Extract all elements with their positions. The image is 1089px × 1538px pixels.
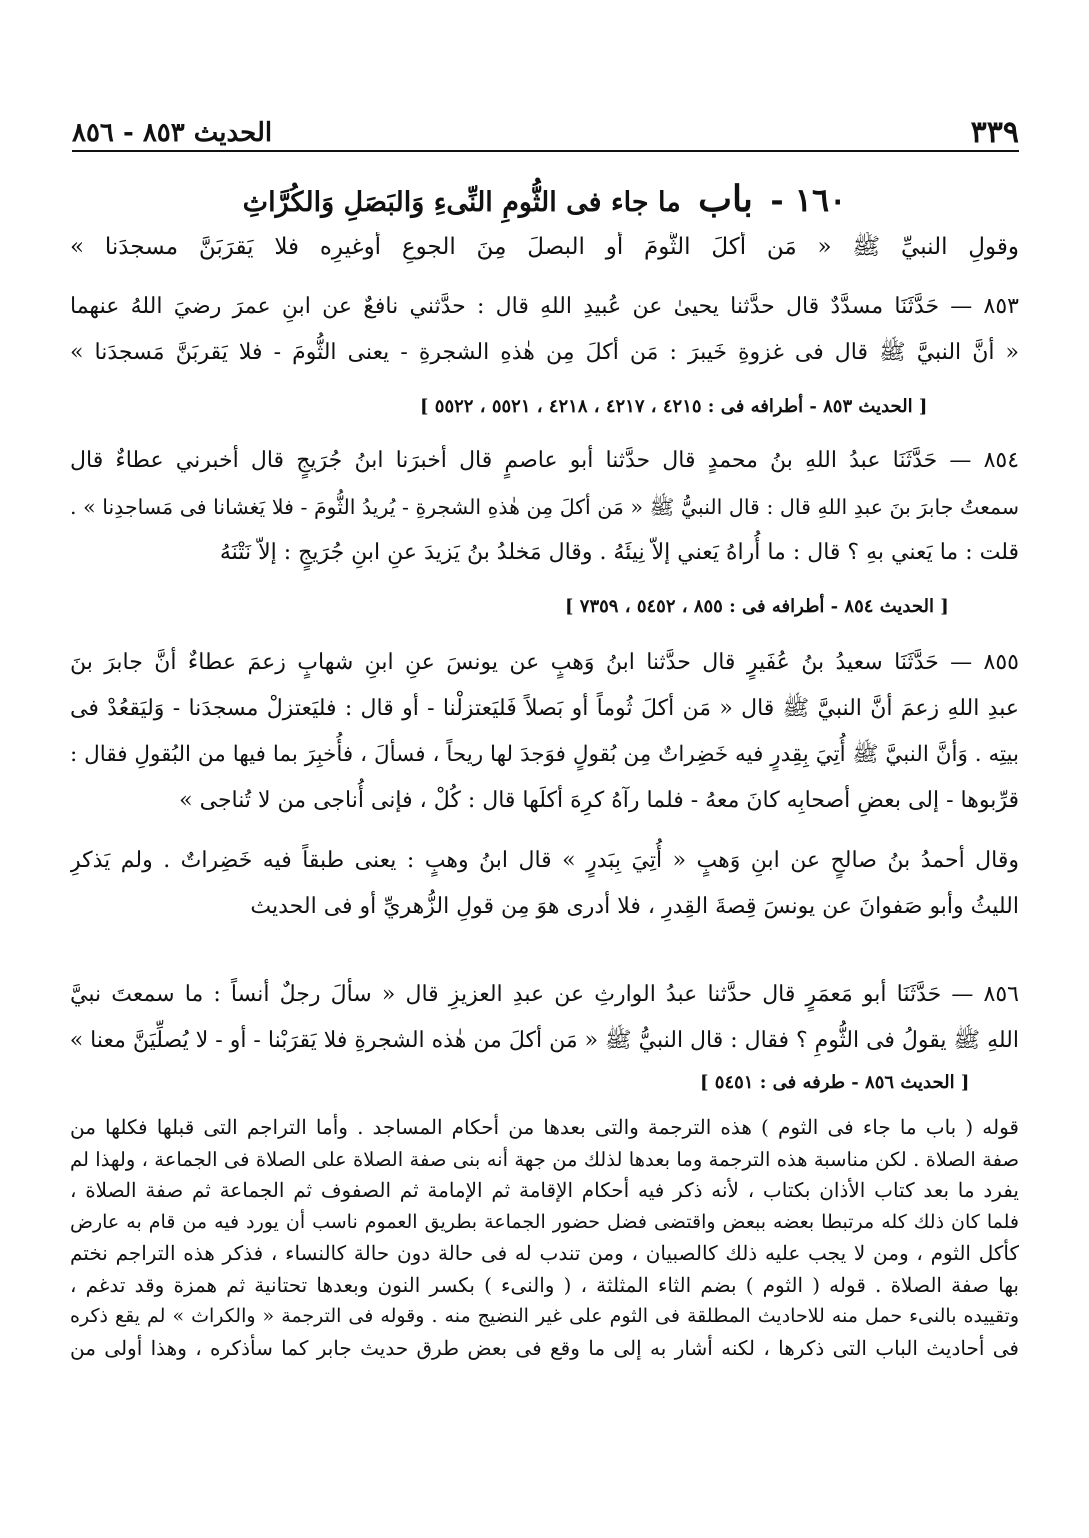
hadith-856 — [70, 972, 1019, 1064]
commentary-line: صفة الصلاة . لكن مناسبة هذه الترجمة وما بعدها لذلك من جهة أنه بنى صفة الصلاة على الصلاة فى الجماعة ، ولهذا لم — [70, 1147, 1019, 1171]
chapter-bab-word: باب — [698, 178, 753, 220]
hadith-line: بيتِه . وَأنَّ النبيَّ ﷺ أُتِيَ بِقِدرٍ فيه خَضِراتٌ مِن بُقولٍ فوَجدَ لها ريحاً ، فسألَ ، فأُخبِرَ بما فيها من البُقولِ فقال : — [70, 742, 1019, 767]
hadith-range: الحديث ٨٥٣ - ٨٥٦ — [72, 118, 273, 148]
commentary-line: بها صفة الصلاة . قوله ( الثوم ) بضم الثاء المثلثة ، ( والنىء ) بكسر النون وبعدها تحتانية ثم همزة وقد تدغم ، — [70, 1272, 1019, 1297]
hadith-line: « أنَّ النبيَّ ﷺ قال فى غزوةِ خَيبرَ : مَن أكلَ مِن هٰذهِ الشجرةِ - يعنى الثُّومَ - فلا يَقربَنَّ مَسجدَنا » — [70, 340, 1019, 365]
hadith-855 — [70, 640, 1019, 930]
hadith-853 — [70, 284, 1019, 376]
hadith-line: قرِّبوها - إلى بعضِ أصحابِه كانَ معهُ - فلما رآهُ كرِهَ أكلَها قال : كُلْ ، فإنى أُناجى من لا تُناجى » — [179, 788, 1019, 813]
running-header — [72, 110, 1019, 152]
commentary-line: فى أحاديث الباب التى ذكرها ، لكنه أشار به إلى ما وقع فى بعض طرق حديث جابر كما سأذكره ، وهذا أولى من — [70, 1335, 1019, 1360]
hadith-line: ٨٥٤ — حَدَّثَنَا عبدُ اللهِ بنُ محمدٍ قال حدَّثنا أبو عاصمٍ قال أخبرَنا ابنُ جُرَيجٍ قال أخبرني عطاءٌ قال — [70, 448, 1019, 473]
hadith-line: قلت : ما يَعني بهِ ؟ قال : ما أُراهُ يَعني إلاّ نِيئَهُ . وقال مَخلدُ بنُ يَزيدَ عنِ ابنِ جُرَيجٍ : إلاّ نَتْنَهُ — [219, 540, 1019, 565]
chapter-title — [70, 178, 1019, 220]
hadith-854 — [70, 438, 1019, 576]
hadith-854-ref: [ الحديث ٨٥٤ - أطرافه فى : ٨٥٥ ، ٥٤٥٢ ، ٧٣٥٩ ] — [565, 596, 949, 617]
hadith-line: ٨٥٥ — حَدَّثَنَا سعيدُ بنُ عُفَيرٍ قال حدَّثنا ابنُ وَهبٍ عن يونسَ عنِ ابنِ شهابٍ زعمَ عطاءٌ أنَّ جابرَ بنَ — [70, 650, 1019, 675]
chapter-heading: ما جاء فى الثُّومِ النِّىءِ وَالبَصَلِ وَالكُرَّاثِ — [242, 187, 681, 218]
commentary-line: يفرد ما بعد كتاب الأذان بكتاب ، لأنه ذكر فيه أحكام الإقامة ثم الإمامة ثم الصفوف ثم الجماعة ثم صفة الصلاة ، — [70, 1178, 1019, 1202]
commentary-line: فلما كان ذلك كله مرتبطا بعضه ببعض واقتضى فضل حضور الجماعة بطريق العموم ناسب أن يورد فيه من قام به عارض — [70, 1210, 1019, 1233]
commentary-line: وتقييده بالنىء حمل منه للاحاديث المطلقة فى الثوم على غير النضيج منه . وقوله فى الترجمة « والكراث » لم يقع ذكره — [70, 1305, 1019, 1327]
hadith-line: الليثُ وأبو صَفوانَ عن يونسَ قِصةَ القِدرِ ، فلا أدرى هوَ مِن قولِ الزُّهريِّ أو فى الحديث — [250, 894, 1019, 919]
hadith-line: وقال أحمدُ بنُ صالحٍ عن ابنِ وَهبٍ « أُتِيَ بِبَدرٍ » قال ابنُ وهبٍ : يعنى طبقاً فيه خَضِراتٌ . ولم يَذكرِ — [70, 848, 1019, 873]
commentary-line: قوله ( باب ما جاء فى الثوم ) هذه الترجمة والتى بعدها من أحكام المساجد . وأما التراجم التى قبلها فكلها من — [70, 1115, 1019, 1139]
hadith-line: عبدِ اللهِ زعمَ أنَّ النبيَّ ﷺ قال « مَن أكلَ ثُوماً أو بَصلاً فَليَعتزلْنا - أو قال : فليَعتزلْ مسجدَنا - وَليَقعُدْ فى — [70, 696, 1019, 721]
hadith-853-ref: [ الحديث ٨٥٣ - أطرافه فى : ٤٢١٥ ، ٤٢١٧ ، ٤٢١٨ ، ٥٥٢١ ، ٥٥٢٢ ] — [420, 396, 928, 417]
commentary-line: كأكل الثوم ، ومن لا يجب عليه ذلك كالصبيان ، ومن تندب له فى حالة دون حالة كالنساء ، فذكر هذه التراجم نختم — [70, 1241, 1019, 1265]
hadith-line: ٨٥٣ — حَدَّثَنَا مسدَّدٌ قال حدَّثنا يحيىٰ عن عُبيدِ اللهِ قال : حدَّثني نافعٌ عن ابنِ عمرَ رضيَ اللهُ عنهما — [70, 294, 1019, 319]
commentary — [70, 1112, 1019, 1364]
hadith-856-ref: [ الحديث ٨٥٦ - طرفه فى : ٥٤٥١ ] — [700, 1072, 970, 1093]
chapter-number: ١٦٠ - — [770, 181, 847, 219]
chapter-intro: وقولِ النبيِّ ﷺ « مَن أكلَ الثُّومَ أو البصلَ مِنَ الجوعِ أوغيرِه فلا يَقرَبَنَّ مسجدَنا » — [70, 234, 1019, 260]
hadith-line: ٨٥٦ — حَدَّثَنَا أبو مَعمَرٍ قال حدَّثنا عبدُ الوارثِ عن عبدِ العزيزِ قال « سألَ رجلٌ أنساً : ما سمعتَ نبيَّ — [70, 982, 1019, 1007]
page-number: ٣٣٩ — [970, 115, 1019, 150]
hadith-line: اللهِ ﷺ يقولُ فى الثُّومِ ؟ فقال : قال النبيُّ ﷺ « مَن أكلَ من هٰذه الشجرةِ فلا يَقرَبْنا - أو - لا يُصلِّيَنَّ معنا » — [70, 1028, 1019, 1053]
hadith-line: سمعتُ جابرَ بنَ عبدِ اللهِ قال : قال النبيُّ ﷺ « مَن أكلَ مِن هٰذهِ الشجرةِ - يُريدُ الثُّومَ - فلا يَغشانا فى مَساجدِنا » . — [70, 495, 1019, 519]
